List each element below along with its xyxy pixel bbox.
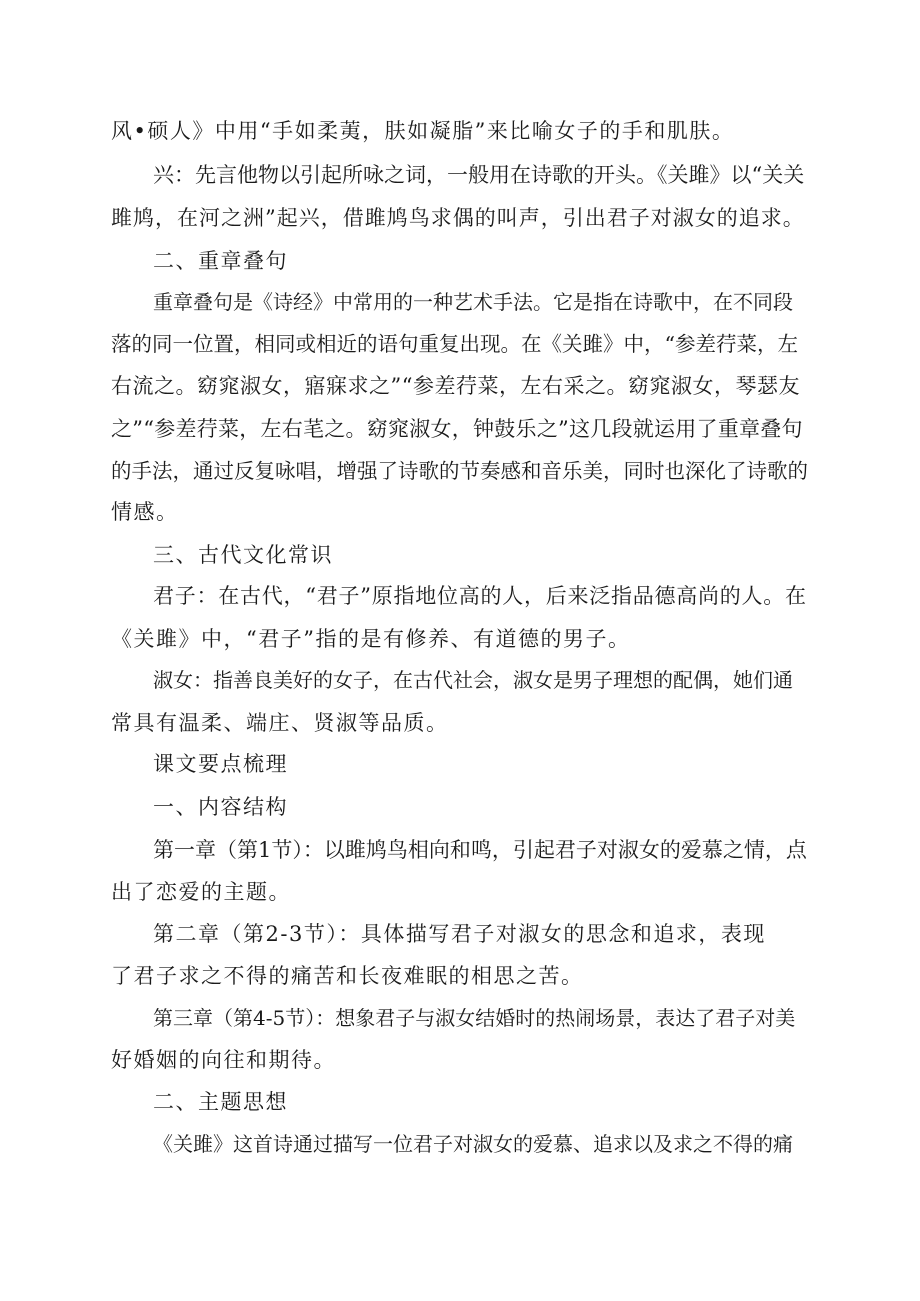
section-heading: 二、重章叠句: [153, 249, 288, 273]
section-heading: 课文要点梳理: [153, 752, 288, 776]
text-line: 右流之。窈窕淑女，寤寐求之”“参差荇菜，左右采之。窈窕淑女，琴瑟友: [111, 374, 800, 398]
section-heading: 三、古代文化常识: [153, 543, 333, 567]
text-line: 了君子求之不得的痛苦和长夜难眠的相思之苦。: [111, 964, 584, 988]
text-line: 第三章（第4-5节）：想象君子与淑女结婚时的热闹场景，表达了君子对美: [153, 1006, 796, 1030]
text-line: 淑女：指善良美好的女子，在古代社会，淑女是男子理想的配偶，她们通: [153, 668, 793, 692]
text-line: 好婚姻的向往和期待。: [111, 1048, 336, 1072]
text-line: 重章叠句是《诗经》中常用的一种艺术手法。它是指在诗歌中，在不同段: [153, 290, 793, 314]
text-line: 情感。: [111, 500, 179, 524]
text-line: 第一章（第1节）：以雎鸠鸟相向和鸣，引起君子对淑女的爱慕之情，点: [153, 838, 807, 862]
section-heading: 一、内容结构: [153, 795, 288, 819]
text-line: 第二章（第2-3节）：具体描写君子对淑女的思念和追求，表现: [153, 922, 766, 946]
text-line: 的手法，通过反复咏唱，增强了诗歌的节奏感和音乐美，同时也深化了诗歌的: [111, 459, 808, 483]
text-line: 风•硕人》中用“手如柔荑，肤如凝脂”来比喻女子的手和肌肤。: [111, 119, 735, 143]
section-heading: 二、主题思想: [153, 1090, 288, 1114]
text-line: 雎鸠，在河之洲”起兴，借雎鸠鸟求偶的叫声，引出君子对淑女的追求。: [111, 206, 805, 230]
text-line: 《关雎》中，“君子”指的是有修养、有道德的男子。: [111, 627, 631, 651]
text-line: 之”“参差荇菜，左右芼之。窈窕淑女，钟鼓乐之”这几段就运用了重章叠句: [111, 417, 803, 441]
text-line: 常具有温柔、端庄、贤淑等品质。: [111, 711, 449, 735]
text-line: 《关雎》这首诗通过描写一位君子对淑女的爱慕、追求以及求之不得的痛: [153, 1132, 793, 1156]
text-line: 君子：在古代，“君子”原指地位高的人，后来泛指品德高尚的人。在: [153, 584, 807, 608]
text-line: 出了恋爱的主题。: [111, 880, 291, 904]
text-line: 兴：先言他物以引起所咏之词，一般用在诗歌的开头。《关雎》以“关关: [153, 163, 805, 187]
text-line: 落的同一位置，相同或相近的语句重复出现。在《关雎》中，“参差荇菜，左: [111, 332, 798, 356]
